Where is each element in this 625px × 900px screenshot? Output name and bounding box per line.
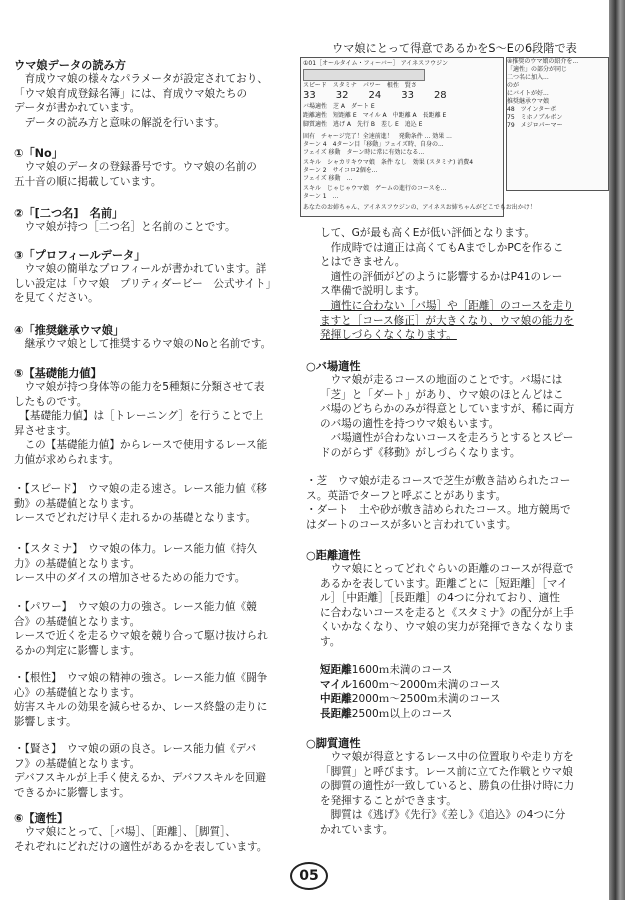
speed-desc: ・【スピード】 ウマ娘の走る速さ。レース能力値《移 動》の基礎値となります。 レースでどれだけ早く走れるかの基礎となります。	[14, 483, 267, 525]
page-number: 05	[290, 862, 328, 890]
intro-text: 育成ウマ娘の様々なパラメータが設定されており、 「ウマ娘育成登録名簿」には、育成ウマ娘たちの データが書かれています。 データの読み方と意味の解説を行います。	[14, 73, 268, 129]
card-number: ①01［オールタイム・フィーバー］ アイネスフウジン	[303, 60, 448, 67]
apt-warning: 適性に合わない［バ場］や［距離］のコースを走り ますと［コース修正］が大きくなり、ウマ娘の能力を 発揮しづらくなくなります。	[320, 300, 574, 342]
s6-body: ウマ娘にとって、［バ場］、［距離］、［脚質］、 それぞれにどれだけの適性があるかを表しています。	[14, 826, 268, 853]
card-stat-values: 33 32 24 33 28	[303, 90, 447, 101]
card-skill-row: スキル じゃじゃウマ娘 ゲームの進行のコースを...	[303, 185, 447, 192]
s6-title: ⑥【適性】	[14, 812, 69, 825]
main-heading: ウマ娘データの読み方	[14, 59, 126, 72]
stamina-desc: ・【スタミナ】 ウマ娘の体力。レース能力値《持久 力》の基礎値となります。 レース中のダイスの増加させるための能力です。	[14, 543, 258, 585]
baba-body: ウマ娘が走るコースの地面のことです。バ場には 「芝」と「ダート」があり、ウマ娘のほとんどはこ バ場のどちらかのみが得意としていますが、稀に両方 のバ場の適性を持つウマ娘もいます。 バ場適性が合わないコースを走ろうとするとスピー ドのがらず《移動》がしづらくなります。	[320, 374, 575, 459]
guts-desc: ・【根性】 ウマ娘の精神の強さ。レース能力値《闘争 心》の基礎値となります。 妨害スキルの効果を減らせるか、レース終盤の走りに 影響します。	[14, 672, 268, 728]
section-header: ウマ娘にとって得意であるかをS〜Eの6段階で表	[332, 42, 577, 55]
wit-desc: ・【賢さ】 ウマ娘の頭の良さ。レース能力値《デバ フ》の基礎値となります。 デバフスキルが上手く使えるか、デバフスキルを回避 できるかに影響します。	[14, 743, 266, 799]
card-skill-row: 固有 チャージ完了！全速前進！ 発動条件 ... 効果 ...	[303, 133, 452, 140]
card-skill-row: ターン 1 ...	[303, 193, 339, 200]
card-side-panel: ④推奨のウマ娘の紹介を... 「適性」の部分が同じ 二つ名に加入... のが にバイトが好... 推奨継承ウマ娘 48 ツインターボ 75 ミホノブルボン 79 メジロパーマー	[506, 57, 609, 191]
s2-body: ウマ娘が持つ［二つ名］と名前のことです。	[24, 221, 236, 233]
s1-body: ウマ娘のデータの登録番号です。ウマ娘の名前の 五十音の順に掲載しています。	[14, 161, 257, 188]
card-apt-dist: 距離適性 短距離 E マイル A 中距離 A 長距離 E	[303, 112, 447, 119]
s5-body: ウマ娘が持つ身体等の能力を5種類に分類させて表 したものです。 【基礎能力値】は［トレーニング］を行うことで上 昇させます。 この【基礎能力値】からレースで使用するレース能 力値が求められます。	[14, 381, 268, 466]
kyaku-title: ○脚質適性	[306, 737, 361, 750]
card-apt-baba: バ場適性 芝 A ダート E	[303, 103, 375, 110]
apt-continued: して、Gが最も高くEが低い評価となります。 作成時では適正は高くてもAまでしかPCを作るこ とはできません。 適性の評価がどのように影響するかはP41のレー ス準備で説明します。	[320, 227, 564, 298]
s5-title: ⑤【基礎能力値】	[14, 367, 102, 380]
card-skill-row: ターン 4 4ターン目「移動」フェイズ時、自身の...	[303, 141, 444, 148]
shiba-desc: ・芝 ウマ娘が走るコースで芝生が敷き詰められたコー ス。英語でターフと呼ぶことがあります。	[306, 475, 571, 502]
card-skill-row: ターン 2 サイコロ2個を...	[303, 167, 378, 174]
card-profile-text: あなたのお姉ちゃん、アイネスフウジンの、アイネスお姉ちゃんがどこでもお出かけ！	[303, 204, 536, 211]
card-stat-labels: スピード スタミナ パワー 根性 賢さ	[303, 82, 417, 89]
card-skill-row: フェイズ 移動 ...	[303, 175, 353, 182]
card-apt-kyaku: 脚質適性 逃げ A 先行 B 差し E 追込 E	[303, 121, 423, 128]
book-spine	[609, 0, 625, 900]
card-skill-row: スキル シャカリキウマ娘 条件 なし 効果 (スタミナ) 消費4	[303, 159, 474, 166]
s4-body: 継承ウマ娘として推奨するウマ娘のNoと名前です。	[24, 338, 272, 350]
dist-body: ウマ娘にとってどれぐらいの距離のコースが得意で あるかを表しています。距離ごとに［短距離］［マイ ル］［中距離］［長距離］の4つに分れており、適性 に合わないコースを走ると《スタミナ》の配分が上手 くいかなくなり、ウマ娘の実力が発揮できなくなりま す。	[320, 563, 575, 648]
dirt-desc: ・ダート 土や砂が敷き詰められたコース。地方競馬で はダートのコースが多いと言われています。	[306, 504, 571, 531]
s1-title: ①「No」	[14, 147, 63, 160]
kyaku-body: ウマ娘が得意とするレース中の位置取りや走り方を 「脚質」と呼びます。レース前に立てた作戦とウマ娘 の脚質の適性が一致していると、勝負の仕掛け時に力 を発揮することができます。 脚質は《逃げ》《先行》《差し》《追込》の4つに分 かれています。	[320, 751, 575, 836]
card-profile-box	[303, 69, 425, 81]
s3-title: ③「プロフィールデータ」	[14, 249, 146, 262]
baba-title: ○バ場適性	[306, 360, 361, 373]
power-desc: ・【パワー】 ウマ娘の力の強さ。レース能力値《競 合》の基礎値となります。 レースで近くを走るウマ娘を競り合って駆け抜けられ るかの判定に影響します。	[14, 601, 268, 657]
dist-ranges: 短距離1600ｍ未満のコース マイル1600ｍ〜2000ｍ未満のコース 中距離2000ｍ〜2500ｍ未満のコース 長距離2500ｍ以上のコース	[320, 664, 501, 720]
dist-title: ○距離適性	[306, 549, 361, 562]
s3-body: ウマ娘の簡単なプロフィールが書かれています。詳 しい設定は「ウマ娘 プリティダービー 公式サイト」 を見てください。	[14, 263, 277, 305]
s2-title: ②「[二つ名] 名前」	[14, 207, 124, 220]
uma-data-card	[300, 57, 536, 217]
card-skill-row: フェイズ 移動 ターン時に常に有効になる...	[303, 149, 425, 156]
s4-title: ④「推奨継承ウマ娘」	[14, 324, 125, 337]
